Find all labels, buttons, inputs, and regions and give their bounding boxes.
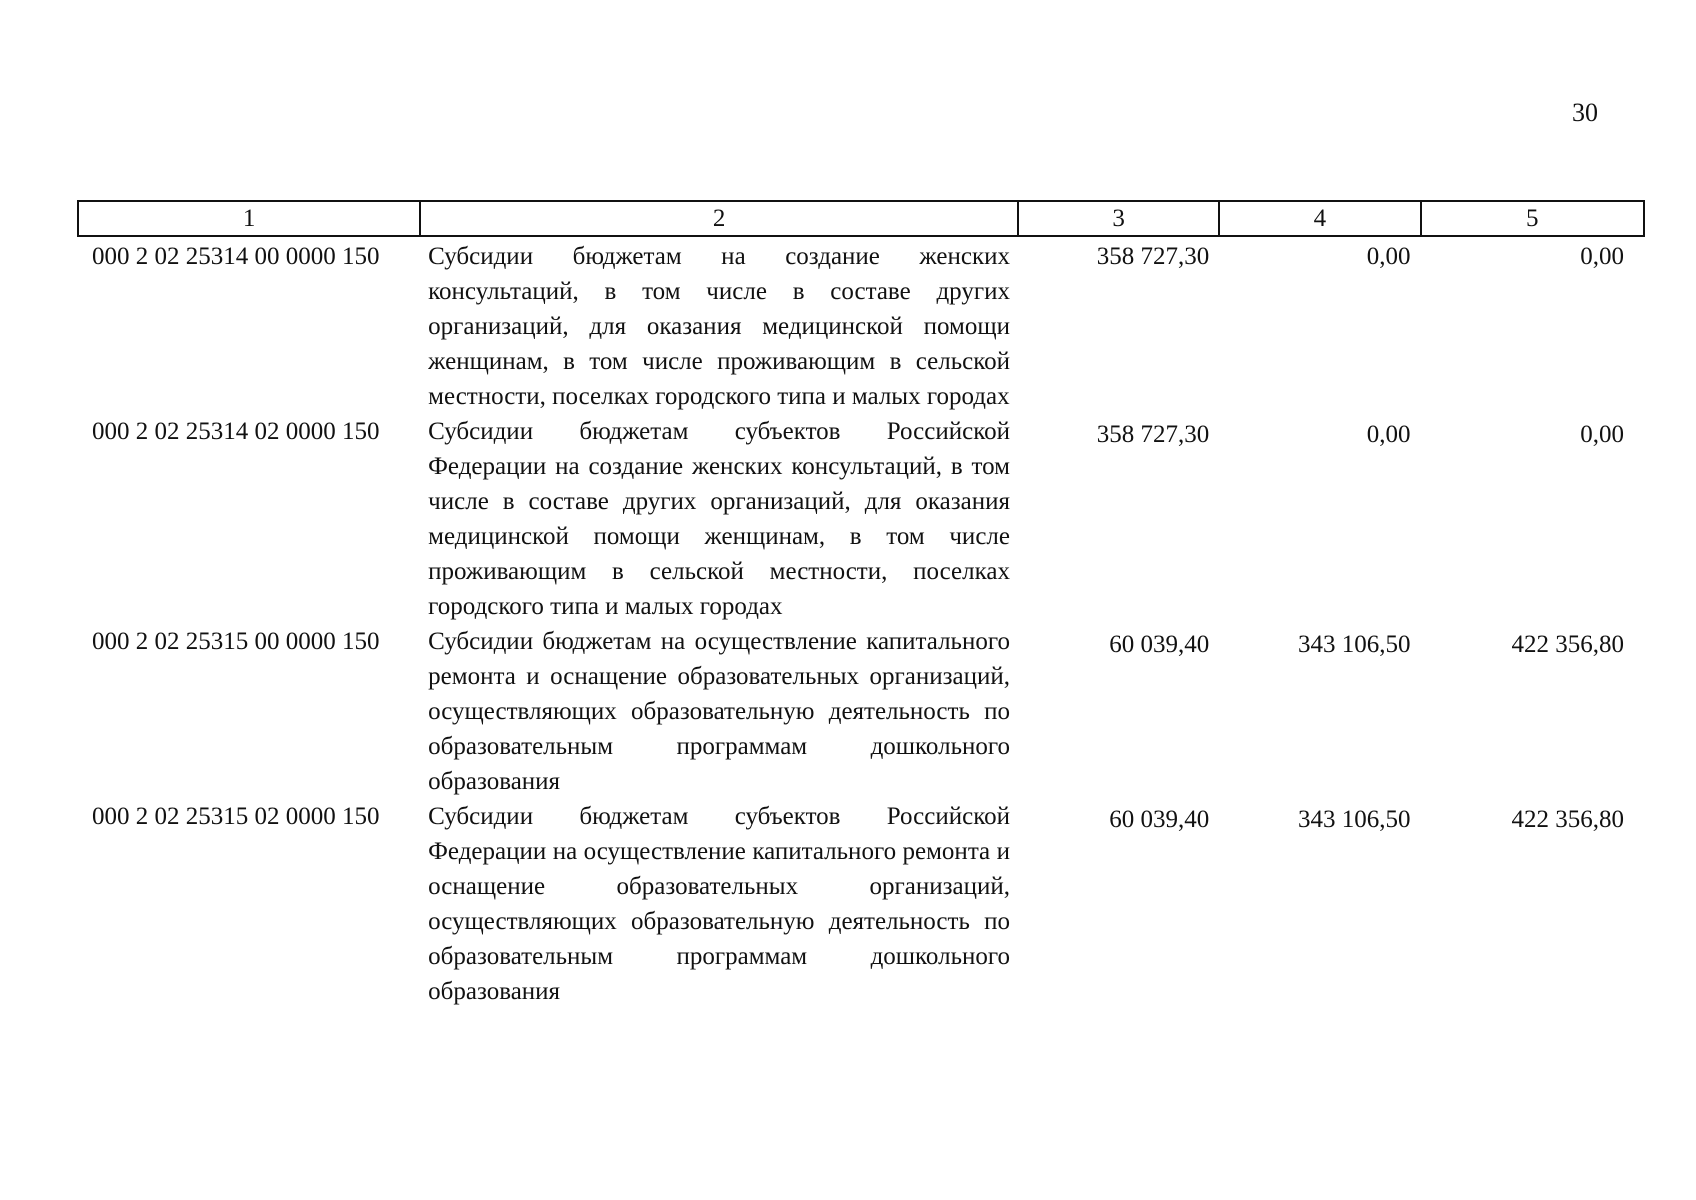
table-row	[78, 799, 1644, 1009]
description-cell: Субсидии бюджетам субъектов Российской Федерации на создание женских консультаций, в том числе в составе других организаций, для оказания медицинской помощи женщинам, в том числе проживающим в сельской местности, поселках городского типа и малых городах	[428, 418, 1010, 620]
value-col4-cell: 343 106,50	[1298, 631, 1411, 658]
value-col4-cell: 0,00	[1366, 243, 1411, 270]
value-col5-cell: 0,00	[1580, 243, 1624, 270]
column-header-3: 3	[1018, 201, 1219, 236]
description-cell: Субсидии бюджетам на осуществление капитального ремонта и оснащение образовательных организаций, осуществляющих образовательную деятельность по образовательным программам дошкольного образования	[428, 628, 1010, 795]
column-header-2: 2	[420, 201, 1018, 236]
budget-code-cell: 000 2 02 25314 02 0000 150	[92, 418, 380, 445]
value-col3-cell: 358 727,30	[1096, 243, 1210, 270]
value-col5-cell: 0,00	[1580, 421, 1624, 448]
value-col5-cell: 422 356,80	[1511, 631, 1624, 658]
budget-code-cell: 000 2 02 25314 00 0000 150	[92, 243, 380, 270]
value-col5-cell: 422 356,80	[1511, 806, 1624, 833]
budget-code-cell: 000 2 02 25315 02 0000 150	[92, 803, 380, 830]
column-header-5: 5	[1421, 201, 1644, 236]
description-cell: Субсидии бюджетам на создание женских консультаций, в том числе в составе других организаций, для оказания медицинской помощи женщинам, в том числе проживающим в сельской местности, поселках городского типа и малых городах	[428, 243, 1010, 410]
column-header-4: 4	[1219, 201, 1420, 236]
value-col3-cell: 358 727,30	[1096, 421, 1210, 448]
table-row	[78, 414, 1644, 624]
table-header-row	[78, 201, 1644, 236]
column-header-1: 1	[78, 201, 420, 236]
budget-code-cell: 000 2 02 25315 00 0000 150	[92, 628, 380, 655]
table-row	[78, 236, 1644, 414]
value-col3-cell: 60 039,40	[1109, 631, 1210, 658]
description-cell: Субсидии бюджетам субъектов Российской Федерации на осуществление капитального ремонта и оснащение образовательных организаций, осуществляющих образовательную деятельность по образовательным программам дошкольного образования	[428, 803, 1010, 1005]
value-col4-cell: 0,00	[1366, 421, 1411, 448]
page-number: 30	[1572, 98, 1598, 127]
value-col4-cell: 343 106,50	[1298, 806, 1411, 833]
table-row	[78, 624, 1644, 799]
value-col3-cell: 60 039,40	[1109, 806, 1210, 833]
budget-table	[77, 200, 1645, 1009]
